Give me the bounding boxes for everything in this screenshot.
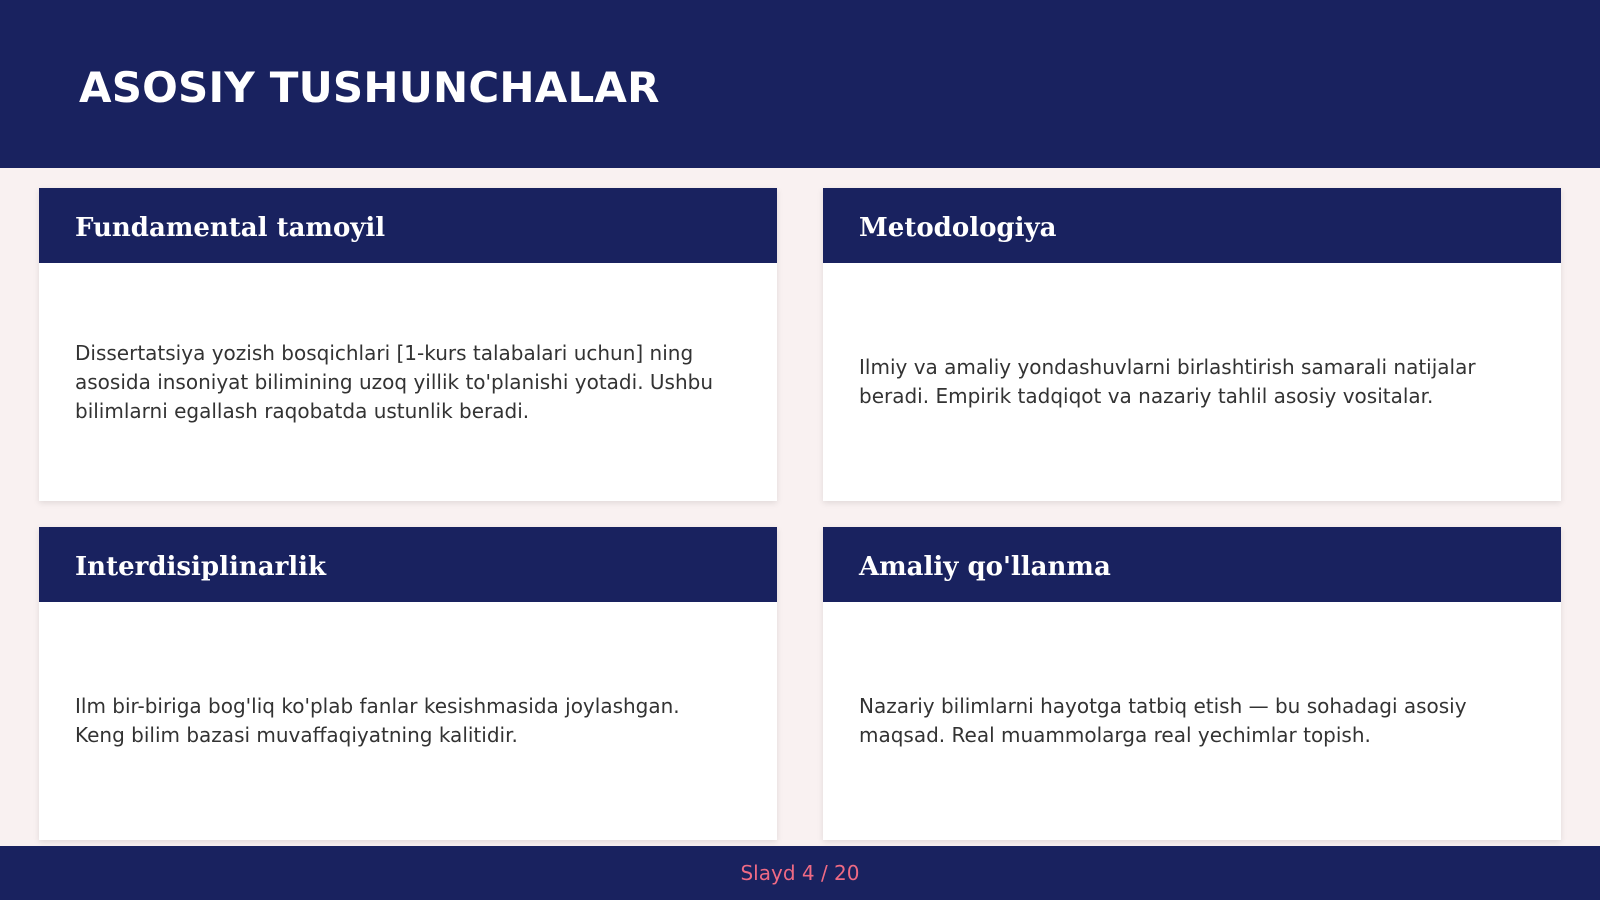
card-header [39,527,777,602]
slide-title: ASOSIY TUSHUNCHALAR [79,63,660,112]
card-body [823,602,1561,840]
card-text: Nazariy bilimlarni hayotga tatbiq etish — bu sohadagi asosiy maqsad. Real muammolarga real yechimlar topish. [859,694,1467,747]
concept-card-methodology [823,188,1561,501]
card-text: Dissertatsiya yozish bosqichlari [1-kurs talabalari uchun] ning asosida insoniyat bilimining uzoq yillik to'planishi yotadi. Ushbu bilimlarni egallash raqobatda ustunlik beradi. [75,340,714,423]
slide-footer [0,846,1600,900]
card-header [823,188,1561,263]
concept-card-interdisciplinarity [39,527,777,840]
slide-header [0,0,1600,168]
card-text: Ilmiy va amaliy yondashuvlarni birlashtirish samarali natijalar beradi. Empirik tadqiqot va nazariy tahlil asosiy vositalar. [859,355,1476,408]
card-body [823,263,1561,501]
card-header [823,527,1561,602]
card-title: Fundamental tamoyil [75,213,386,243]
concept-card-practical [823,527,1561,840]
card-body [39,602,777,840]
card-text: Ilm bir-biriga bog'liq ko'plab fanlar kesishmasida joylashgan. Keng bilim bazasi muvaffaqiyatning kalitidir. [75,694,680,747]
card-title: Amaliy qo'llanma [859,552,1111,582]
concept-card-fundamental [39,188,777,501]
card-body [39,263,777,501]
card-title: Interdisiplinarlik [75,552,327,582]
slide-counter: Slayd 4 / 20 [740,861,860,885]
card-title: Metodologiya [859,213,1057,243]
card-header [39,188,777,263]
